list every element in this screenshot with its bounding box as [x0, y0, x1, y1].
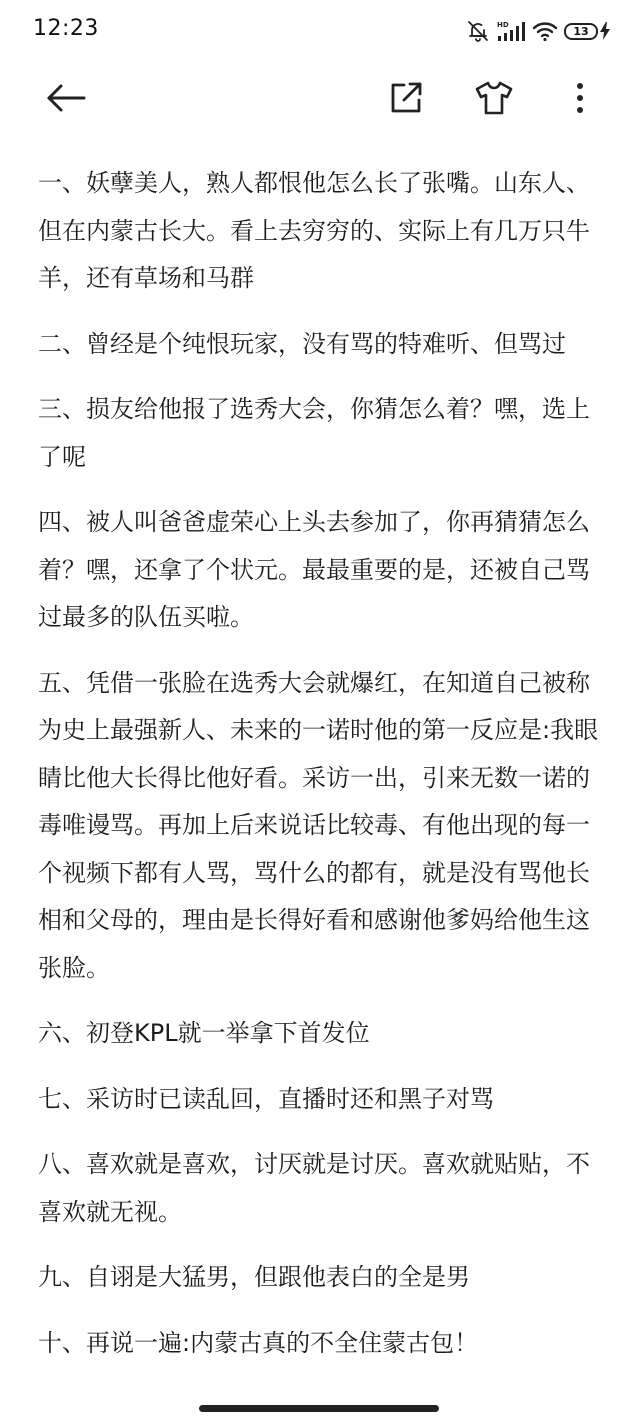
status-icons	[466, 18, 610, 44]
tshirt-icon	[475, 81, 513, 119]
battery-level: 13	[564, 23, 598, 40]
open-external-button[interactable]	[382, 76, 430, 124]
battery-icon	[564, 22, 610, 40]
back-button[interactable]	[42, 76, 90, 124]
paragraph-6: 六、初登KPL就一举拿下首发位	[38, 1019, 370, 1047]
theme-button[interactable]	[470, 76, 518, 124]
svg-text:HD: HD	[497, 21, 509, 29]
wifi-icon	[532, 19, 558, 43]
paragraph-8: 八、喜欢就是喜欢，讨厌就是讨厌。喜欢就贴贴，不喜欢就无视。	[38, 1150, 590, 1226]
mute-bell-icon	[466, 19, 490, 43]
paragraph-1: 一、妖孽美人，熟人都恨他怎么长了张嘴。山东人、但在内蒙古长大。看上去穷穷的、实际上有几万只牛羊，还有草场和马群	[38, 169, 590, 292]
paragraph-4: 四、被人叫爸爸虚荣心上头去参加了，你再猜猜怎么着？嘿，还拿了个状元。最最重要的是，还被自己骂过最多的队伍买啦。	[38, 508, 590, 631]
charging-bolt-icon	[600, 22, 610, 40]
share-external-icon	[389, 81, 423, 119]
more-vertical-icon	[576, 82, 584, 118]
top-toolbar	[0, 62, 640, 140]
paragraph-5: 五、凭借一张脸在选秀大会就爆红，在知道自己被称为史上最强新人、未来的一诺时他的第一反应是:我眼睛比他大长得比他好看。采访一出，引来无数一诺的毒唯谩骂。再加上后来说话比较毒、有他出现的每一个视频下都有人骂，骂什么的都有，就是没有骂他长相和父母的，理由是长得好看和感谢他爹妈给他生这张脸。	[38, 668, 599, 982]
home-gesture-bar[interactable]	[199, 1405, 439, 1412]
paragraph-2: 二、曾经是个纯恨玩家，没有骂的特难听、但骂过	[38, 329, 566, 358]
hd-signal-icon	[496, 19, 526, 43]
paragraph-10: 十、再说一遍:内蒙古真的不全住蒙古包！	[38, 1328, 479, 1357]
more-options-button[interactable]	[556, 76, 604, 124]
status-bar	[0, 0, 640, 62]
paragraph-9: 九、自诩是大猛男，但跟他表白的全是男	[38, 1263, 470, 1291]
paragraph-7: 七、采访时已读乱回，直播时还和黑子对骂	[38, 1084, 494, 1113]
back-arrow-icon	[46, 83, 86, 117]
status-time: 12:23	[33, 16, 99, 41]
paragraph-3: 三、损友给他报了选秀大会，你猜怎么着？嘿，选上了呢	[38, 395, 590, 471]
article-body	[38, 160, 604, 1367]
